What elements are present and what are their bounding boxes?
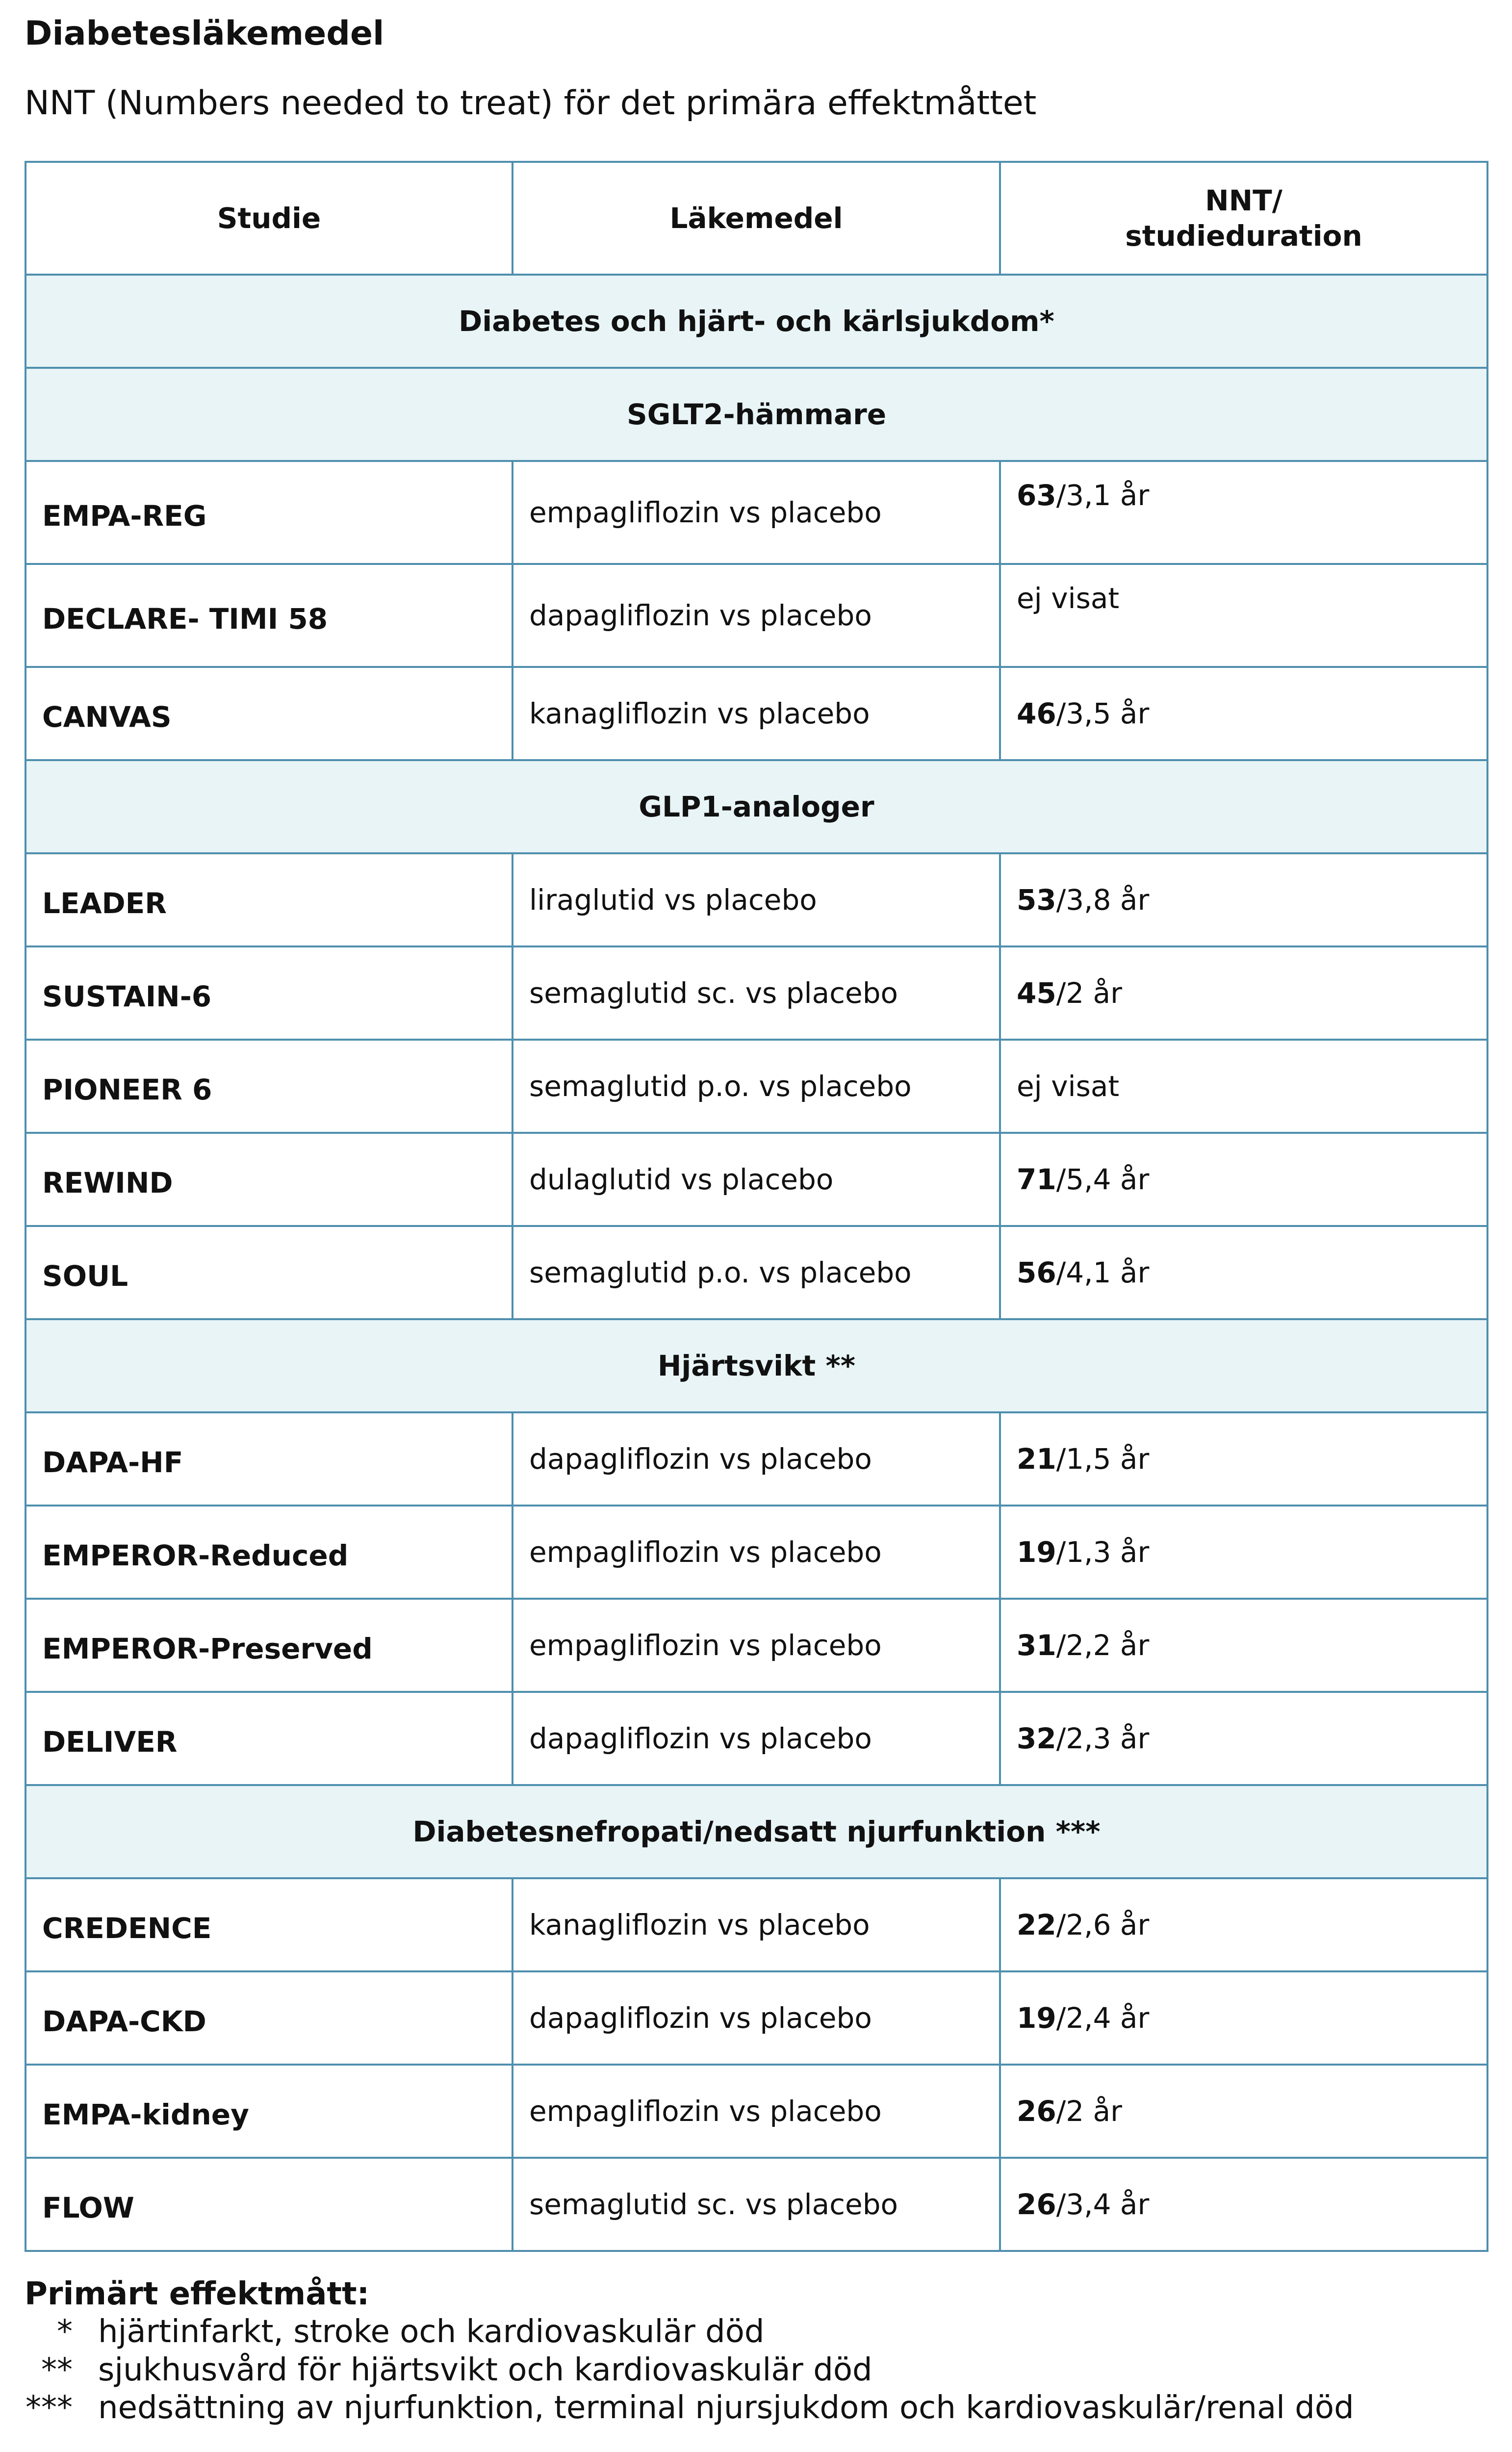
table-row (26, 564, 1487, 667)
table-row (26, 2158, 1487, 2251)
study-cell: SOUL (26, 1226, 513, 1319)
nnt-cell (1000, 461, 1487, 564)
nnt-duration: /5,4 år (1056, 1162, 1150, 1196)
nnt-number: 21 (1017, 1442, 1056, 1476)
study-cell: DECLARE- TIMI 58 (26, 564, 513, 667)
study-cell: PIONEER 6 (26, 1040, 513, 1133)
nnt-cell (1000, 1599, 1487, 1692)
nnt-duration: /2,3 år (1056, 1721, 1150, 1755)
drug-cell: semaglutid p.o. vs placebo (513, 1040, 1000, 1133)
nnt-duration: /3,4 år (1056, 2187, 1150, 2221)
nnt-number: 46 (1017, 696, 1056, 730)
table-header-row (26, 162, 1487, 275)
table-row (26, 1506, 1487, 1599)
section-glp1: GLP1-analoger (26, 760, 1487, 853)
nnt-duration: ej visat (1017, 1069, 1120, 1103)
table-row (26, 1412, 1487, 1506)
nnt-number: 31 (1017, 1628, 1056, 1662)
footnote-item (25, 2389, 1354, 2427)
nnt-number: 26 (1017, 2187, 1056, 2221)
table-row (26, 1599, 1487, 1692)
nnt-duration: /3,8 år (1056, 883, 1150, 917)
nnt-cell (1000, 2158, 1487, 2251)
nnt-number: 71 (1017, 1162, 1056, 1196)
drug-cell: kanagliflozin vs placebo (513, 667, 1000, 760)
drug-cell: dapagliflozin vs placebo (513, 1412, 1000, 1506)
footnotes (25, 2275, 1354, 2427)
study-cell: CREDENCE (26, 1878, 513, 1971)
drug-cell: dapagliflozin vs placebo (513, 564, 1000, 667)
nnt-cell (1000, 1692, 1487, 1785)
table-row (26, 461, 1487, 564)
study-cell: FLOW (26, 2158, 513, 2251)
footnote-text: nedsättning av njurfunktion, terminal njursjukdom och kardiovaskulär/renal död (98, 2390, 1354, 2426)
footnote-mark: * (57, 2314, 73, 2350)
table-row (26, 1971, 1487, 2065)
section-cv: Diabetes och hjärt- och kärlsjukdom* (26, 275, 1487, 368)
drug-cell: semaglutid p.o. vs placebo (513, 1226, 1000, 1319)
nnt-number: 32 (1017, 1721, 1056, 1755)
nnt-cell (1000, 667, 1487, 760)
nnt-cell (1000, 946, 1487, 1040)
nnt-number: 45 (1017, 976, 1056, 1010)
drug-cell: empagliflozin vs placebo (513, 1599, 1000, 1692)
nnt-cell (1000, 1040, 1487, 1133)
footnote-mark: *** (26, 2390, 73, 2426)
study-cell: EMPEROR-Preserved (26, 1599, 513, 1692)
header-nnt (1000, 162, 1487, 275)
drug-cell: semaglutid sc. vs placebo (513, 946, 1000, 1040)
section-hf: Hjärtsvikt ** (26, 1319, 1487, 1412)
nnt-cell (1000, 564, 1487, 667)
page-title: Diabetesläkemedel (25, 14, 384, 53)
footnote-mark: ** (41, 2351, 73, 2388)
footnotes-heading: Primärt effektmått: (25, 2276, 370, 2312)
footnote-item (25, 2351, 1354, 2389)
nnt-number: 53 (1017, 883, 1056, 917)
nnt-cell (1000, 1412, 1487, 1506)
table-row (26, 1133, 1487, 1226)
study-cell: DAPA-HF (26, 1412, 513, 1506)
nnt-number: 26 (1017, 2094, 1056, 2128)
section-row (26, 760, 1487, 853)
nnt-number: 19 (1017, 2001, 1056, 2035)
table-row (26, 946, 1487, 1040)
study-cell: EMPA-kidney (26, 2065, 513, 2158)
table-row (26, 1692, 1487, 1785)
table-row (26, 1040, 1487, 1133)
footnote-text: sjukhusvård för hjärtsvikt och kardiovaskulär död (98, 2351, 872, 2388)
nnt-duration: ej visat (1017, 582, 1120, 615)
footnote-item (25, 2313, 1354, 2351)
table-row (26, 1226, 1487, 1319)
page-subtitle: NNT (Numbers needed to treat) för det primära effektmåttet (25, 84, 1037, 123)
nnt-cell (1000, 1506, 1487, 1599)
section-row (26, 275, 1487, 368)
drug-cell: kanagliflozin vs placebo (513, 1878, 1000, 1971)
section-row (26, 368, 1487, 461)
drug-cell: empagliflozin vs placebo (513, 2065, 1000, 2158)
header-drug: Läkemedel (513, 162, 1000, 275)
study-cell: CANVAS (26, 667, 513, 760)
section-renal: Diabetesnefropati/nedsatt njurfunktion *** (26, 1785, 1487, 1878)
drug-cell: dapagliflozin vs placebo (513, 1971, 1000, 2065)
nnt-number: 56 (1017, 1255, 1056, 1289)
section-row (26, 1785, 1487, 1878)
nnt-duration: /2 år (1056, 976, 1122, 1010)
nnt-duration: /4,1 år (1056, 1255, 1150, 1289)
nnt-duration: /2,4 år (1056, 2001, 1150, 2035)
nnt-number: 22 (1017, 1908, 1056, 1941)
drug-cell: empagliflozin vs placebo (513, 461, 1000, 564)
drug-cell: liraglutid vs placebo (513, 853, 1000, 946)
nnt-cell (1000, 1971, 1487, 2065)
nnt-duration: /2,2 år (1056, 1628, 1150, 1662)
drug-cell: empagliflozin vs placebo (513, 1506, 1000, 1599)
nnt-duration: /3,1 år (1056, 479, 1150, 512)
nnt-duration: /2,6 år (1056, 1908, 1150, 1941)
nnt-cell (1000, 1226, 1487, 1319)
nnt-cell (1000, 1878, 1487, 1971)
drug-cell: dulaglutid vs placebo (513, 1133, 1000, 1226)
study-cell: DAPA-CKD (26, 1971, 513, 2065)
table-row (26, 667, 1487, 760)
drug-cell: dapagliflozin vs placebo (513, 1692, 1000, 1785)
study-cell: DELIVER (26, 1692, 513, 1785)
header-nnt-line1: NNT/ (1205, 183, 1282, 217)
nnt-cell (1000, 1133, 1487, 1226)
header-study: Studie (26, 162, 513, 275)
table-row (26, 853, 1487, 946)
nnt-duration: /3,5 år (1056, 696, 1150, 730)
study-cell: LEADER (26, 853, 513, 946)
drug-cell: semaglutid sc. vs placebo (513, 2158, 1000, 2251)
table-row (26, 2065, 1487, 2158)
nnt-cell (1000, 853, 1487, 946)
section-row (26, 1319, 1487, 1412)
footnote-text: hjärtinfarkt, stroke och kardiovaskulär död (98, 2314, 765, 2350)
section-sglt2: SGLT2-hämmare (26, 368, 1487, 461)
study-cell: EMPEROR-Reduced (26, 1506, 513, 1599)
nnt-table (25, 161, 1488, 2252)
nnt-cell (1000, 2065, 1487, 2158)
study-cell: SUSTAIN-6 (26, 946, 513, 1040)
study-cell: REWIND (26, 1133, 513, 1226)
header-nnt-line2: studieduration (1125, 219, 1362, 253)
nnt-duration: /1,5 år (1056, 1442, 1150, 1476)
nnt-number: 63 (1017, 479, 1056, 512)
table-row (26, 1878, 1487, 1971)
nnt-duration: /2 år (1056, 2094, 1122, 2128)
nnt-duration: /1,3 år (1056, 1535, 1150, 1569)
study-cell: EMPA-REG (26, 461, 513, 564)
nnt-number: 19 (1017, 1535, 1056, 1569)
